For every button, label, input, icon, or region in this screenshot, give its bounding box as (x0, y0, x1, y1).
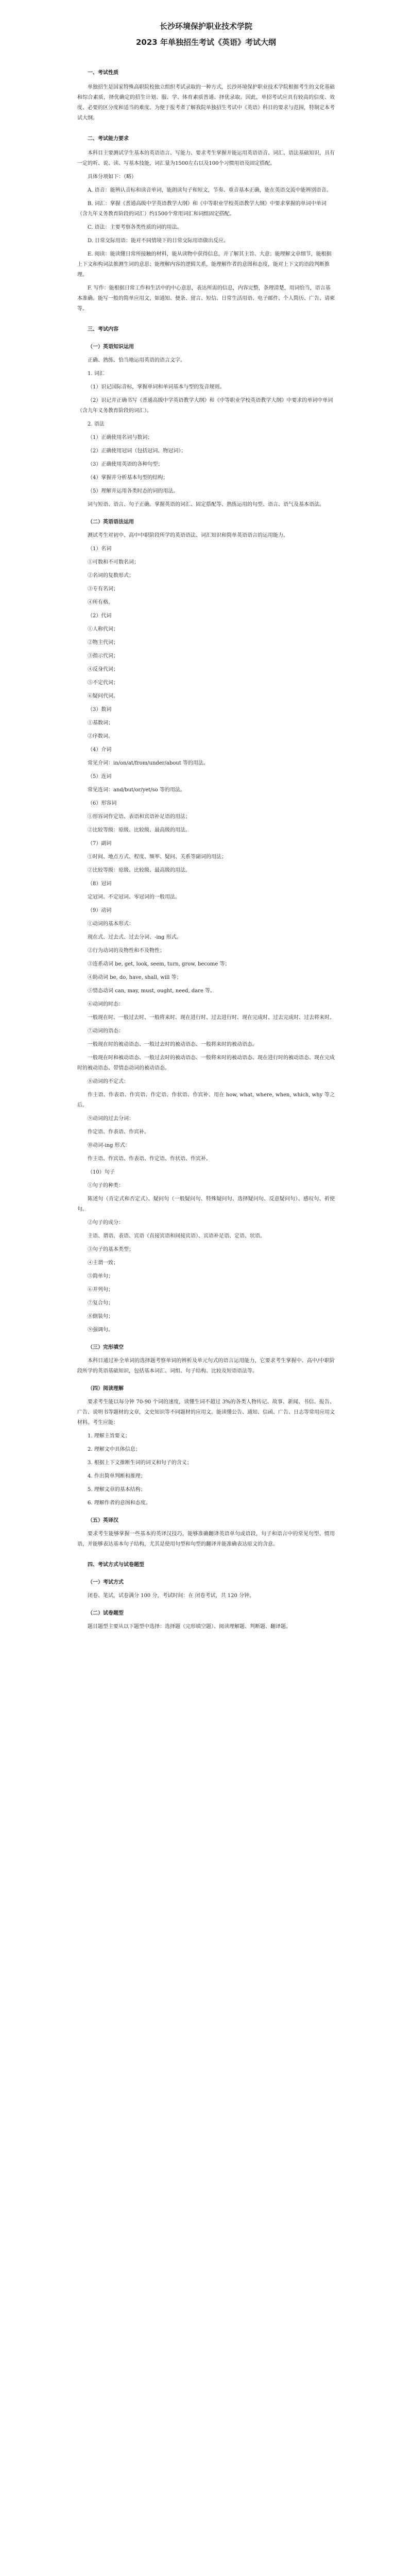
list-item: 3. 根据上下文推断生词的词义和句子的含义； (88, 1460, 192, 1466)
list-item: ⑤情态动词 can, may, must, ought, need, dare 等。 (88, 988, 216, 994)
list-item: （1）识记国际音标，掌握单词和单词基本与型的发音规则。 (88, 384, 225, 390)
list-item: B. 词汇：掌握《普通高级中学英语教学大纲》和《中等职业学校英语教学大纲》中要求掌握的单词中单词（含九年义务教育阶段的词汇）约1500个常用词汇和词组固定搭配。 (77, 201, 327, 217)
list-item: ⑩动词-ing 形式： (88, 1143, 130, 1148)
list-item: （4）介词 (88, 747, 112, 753)
list-item: ⑦复合句； (88, 1300, 113, 1306)
body-paragraph: 主语、谓语、表语、宾语（直接宾语和间接宾语）、宾语补足语、定语、状语。 (88, 1233, 265, 1239)
list-item: （2）正确使用冠词（包括冠词、物冠词）； (88, 448, 186, 454)
list-item: 作定语、作表语、作宾补。 (88, 1129, 149, 1135)
list-item: ③指示代词； (88, 653, 118, 659)
list-item: ①形容词作定语、表语和宾语补足语的用法； (88, 814, 191, 820)
body-paragraph: 本科目通过补全单词的选择题考察单词的辨析及单元句式的语言运用能力，它要求考生掌握中、高中/中职阶段所学的英语基础知识，包括基本词汇、词组、句子结构、比较及短语语法等。 (77, 1358, 335, 1374)
list-item: D. 日常交际用语：能对不同情境下的日常交际用语做出反应。 (88, 238, 229, 244)
list-item: ③句子的基本类型； (88, 1247, 134, 1252)
body-paragraph: 一般现在时、一般过去时、一般将来时、现在进行时、过去进行时、现在完成时、过去完成时、过去将来时。 (88, 1015, 335, 1021)
document-body (77, 68, 335, 1632)
list-item: 1. 词汇 (88, 371, 105, 377)
section-heading: 二、考试能力要求 (88, 136, 129, 142)
list-item: ⑨强调句。 (88, 1327, 113, 1333)
list-item: （7）副词 (88, 841, 112, 846)
list-item: 现在式、过去式、过去分词、-ing 形式。 (88, 935, 182, 940)
list-item: 1. 理解主旨要义； (88, 1433, 130, 1439)
list-item: 6. 理解作者的意图和态度。 (88, 1500, 151, 1506)
list-item: ④反身代词； (88, 667, 118, 672)
list-item: ③专有名词； (88, 586, 118, 592)
list-item: （6）形容词 (88, 801, 117, 806)
list-item: ④主谓一致； (88, 1260, 118, 1266)
list-item: 一般现在时的被动语态、一般过去时的被动语态、一般将来时的被动语态。 (88, 1042, 258, 1047)
section-heading: 一、考试性质 (88, 70, 118, 76)
list-item: ⑥疑问代词。 (88, 693, 118, 699)
list-item: ①动词的基本形式： (88, 921, 134, 927)
list-item: ⑥并列句； (88, 1287, 113, 1293)
document-title-exam: 2023 年单独招生考试《英语》考试大纲 (136, 38, 276, 47)
list-item: （5）连词 (88, 774, 112, 779)
body-paragraph: 闭卷、笔试，试卷满分 100 分，考试时间：在 闭卷考试，共 120 分钟。 (88, 1593, 255, 1599)
list-item: 词与短语、语言、句子正确。掌握英语的词汇、固定搭配等、熟练运用的句型、语言、语气及基本语法。 (88, 502, 324, 507)
list-item: F. 写作：能根据日常工作和生活中的中心意思，表达所需的信息，内容完整，条理清楚，用词恰当，语言基本准确。能写一般的简单应用文，如通知、便条、留言、短信、日常生活用语、电子邮件、个人简历、广告、请柬等。 (77, 285, 335, 312)
body-paragraph: 作主语、作表语、作宾语、作定语、作状语、作宾补、用在 how, what, where, when, which, why 等之后。 (77, 1092, 335, 1108)
list-item: ①时间、地点方式、程度、频率、疑问、关系等副词的用法； (88, 854, 227, 860)
list-item: （10）句子 (88, 1170, 115, 1175)
list-item: ②物主代词； (88, 640, 118, 646)
list-item: C. 语法：主要考察各类性质的词的用法。 (88, 225, 182, 230)
list-item: ②比较等级：原级、比较级、最高级的用法。 (88, 827, 191, 833)
subsection-heading: （二）试卷题型 (88, 1611, 124, 1616)
subsection-heading: （三）完形填空 (88, 1345, 124, 1350)
list-item: E. 阅读：能读懂日常所接触的材料，能从读物中获得信息，并了解其主旨、大意；能理解文章细节，能根据上下文和构词法推测生词的意思；能理解内容的逻辑关系，能理解作者的意图和态度，能对上下文的语段判断推理。 (77, 251, 332, 278)
list-item: ⑤不定代词； (88, 680, 118, 686)
list-item: 2. 理解文中具体信息； (88, 1447, 141, 1452)
list-item: ②句子的成分： (88, 1220, 124, 1226)
list-item: 2. 语法 (88, 421, 105, 427)
body-paragraph: 题目题型主要从以下题型中选择：选择题（完形填空题）、阅读理解题、判断题、翻译题。 (88, 1624, 291, 1630)
list-item: 4. 作出简单判断和推理； (88, 1473, 146, 1479)
body-paragraph: 陈述句（肯定式和否定式）、疑问句（一般疑问句、特殊疑问句、选择疑问句、反意疑问句）、感叹句、祈使句。 (77, 1196, 335, 1212)
body-paragraph: 本科目主要测试学生基本的英语语言、写能力、要求考生掌握并能运用英语语音、词汇、语法基础知识，具有一定的听、说、读、写基本技能，词汇量为1500左右以及100个习惯用语及固定搭配。 (77, 150, 335, 166)
list-item: ⑤简单句； (88, 1274, 113, 1279)
list-item: （2）识记并正确书写《普通高级中学英语教学大纲》和《中等职业学校英语教学大纲》中要求的单词中单词（含九年义务教育阶段的词汇）。 (77, 398, 333, 414)
list-item: ②名词的复数形式； (88, 573, 134, 579)
subsection-heading: （一）考试方式 (88, 1580, 124, 1585)
list-item: ④所有格。 (88, 600, 113, 605)
list-item: （2）代词 (88, 613, 112, 619)
list-item: ②序数词。 (88, 734, 113, 739)
list-item: ②行为动词的及物性和不及物性； (88, 948, 165, 954)
subsection-heading: （二）英语语法运用 (88, 519, 134, 525)
list-item: （3）正确使用英语的各种句型； (88, 462, 163, 467)
subsection-heading: （四）阅读理解 (88, 1386, 124, 1392)
list-item: （1）正确使用名词与数词； (88, 435, 153, 440)
list-item: ①人称代词； (88, 626, 118, 632)
list-item: （5）理解并运用各类时态的词的用法。 (88, 488, 179, 494)
subsection-heading: （五）英译汉 (88, 1518, 118, 1523)
body-paragraph: 一般现在时和被动语态、一般过去时的被动语态、一般将来时的被动语态、现在进行时的被动语态、现在完成时的被动语态、带情态动词的被动语态。 (77, 1055, 335, 1071)
section-heading: 三、考试内容 (88, 327, 118, 332)
document-title-school: 长沙环境保护职业技术学院 (159, 22, 252, 31)
list-item: （9）动词 (88, 908, 112, 913)
list-item: 常见连词：and/but/or/yet/so 等的用法。 (88, 787, 185, 793)
list-item: ⑦动词的语态： (88, 1028, 124, 1034)
list-item: ⑧倒装句； (88, 1314, 113, 1319)
body-paragraph: 测试考生对初中、高中中职阶段所学的英语语法、词汇知识和简单英语语言的运用能力。 (88, 533, 288, 538)
list-item: 正确、熟练、恰当地运用英语的语言文字。 (88, 358, 185, 363)
list-item: （8）冠词 (88, 881, 112, 887)
list-item: （1）名词 (88, 546, 112, 552)
list-item: ⑨动词的过去分词： (88, 1116, 134, 1122)
list-item: ④助动词 be, do, have, shall, will 等； (88, 975, 182, 980)
subsection-heading: （一）英语知识运用 (88, 344, 134, 350)
list-item: 定冠词、不定冠词、零冠词的一般用法。 (88, 894, 180, 900)
list-item: 具体分项如下：（略） (88, 174, 136, 180)
list-item: ⑧动词的不定式： (88, 1079, 129, 1084)
list-item: ①基数词； (88, 720, 113, 726)
list-item: （4）掌握并分析基本句型的结构； (88, 475, 168, 481)
list-item: ⑥动词的时态： (88, 1002, 124, 1007)
list-item: 常见介词：in/on/at/from/under/about 等的用法。 (88, 760, 209, 766)
section-heading: 四、考试方式与试卷题型 (88, 1562, 144, 1568)
list-item: （3）数词 (88, 707, 112, 713)
list-item: ②比较等级：原级、比较级、最高级的用法。 (88, 868, 191, 873)
list-item: 5. 理解文章的基本结构； (88, 1487, 146, 1493)
list-item: ①可数和不可数名词； (88, 560, 139, 565)
body-paragraph: 要求考生能以每分钟 70-90 个词的速度，读懂生词不超过 3%的各类人物传记、故事、新闻、书信、报告、广告、说明书等题材的文章，文史知识等不同题材的应用文。能读懂公告、通知、信函、广告、日志等常用应用文材料。考生应能： (77, 1399, 335, 1426)
list-item: ③连系动词 be, get, look, seem, turn, grow, become 等； (88, 961, 230, 967)
list-item: ①句子的种类： (88, 1183, 124, 1189)
body-paragraph: 要求考生能够掌握一些基本的英译汉技巧，能够准确翻译英语单句或语段，句子和语言中的常见句型、惯用语，并能够表达基本句子结构，尤其是使用句型和句型的翻译并能准确表达原文的含意。 (77, 1531, 335, 1547)
list-item: 作主语、作宾语、作表语、作定语、作状语、作宾补。 (88, 1156, 211, 1162)
list-item: A. 语音：能辨认音标和读音单词，能朗读句子和短文，节奏、重音基本正确，能在英语交流中能辨别语音。 (88, 188, 332, 193)
body-paragraph: 单独招生是国家特殊高职院校独立组织考试录取的一种方式，长沙环境保护职业技术学院根据考生的文化基础和综合素质，择优确定的招生计划、服、学、体育素质普通、择优录取。因此，单招考试应具有较高的信度、效度、必要的区分度和适当的难度。为便于报考者了解我院单独招生考试中《英语》科目的要求与范围，特制定本考试大纲。 (77, 84, 335, 121)
